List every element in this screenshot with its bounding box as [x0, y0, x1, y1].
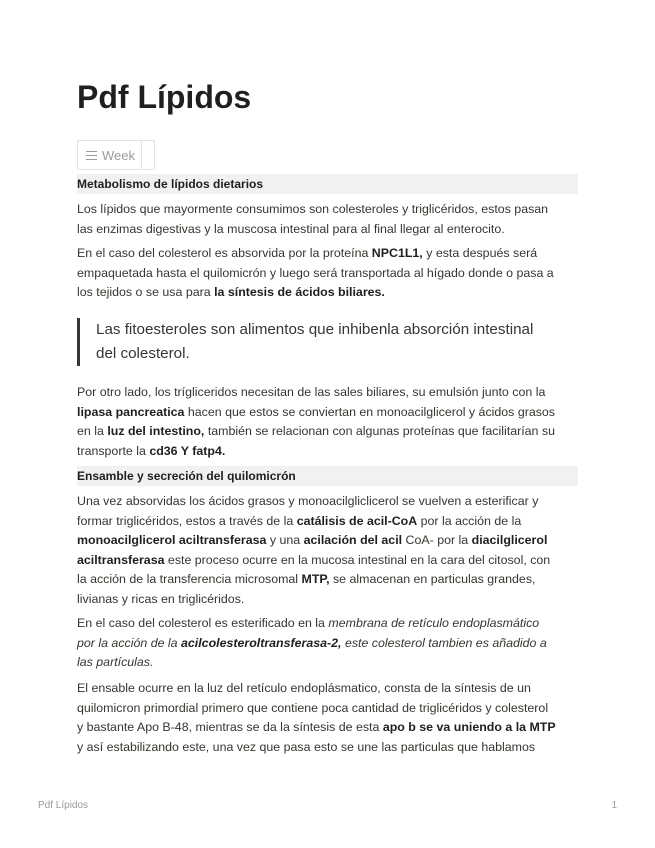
section-metabolismo [77, 174, 578, 194]
footer-page-number: 1 [611, 800, 617, 811]
bold-lipasa: lipasa pancreatica [77, 404, 185, 419]
list-icon [86, 151, 97, 160]
bold-npc1l1: NPC1L1, [371, 246, 423, 260]
text-line: aciltransferasa este proceso ocurre en la mucosa intestinal en la cara del citosol, con [77, 552, 551, 567]
italic-membrana: membrana de retículo endoplasmático [328, 616, 540, 630]
text-line: las partículas. [77, 655, 154, 669]
text-line: la acción de la transferencia microsomal MTP, se almacenan en particulas grandes, [77, 572, 536, 586]
property-divider [141, 141, 142, 169]
heading-metabolismo: Metabolismo de lípidos dietarios [77, 174, 578, 194]
text-line: formar triglicéridos, estos a través de la catálisis de acil-CoA por la acción de la [77, 513, 522, 528]
text-line: en la luz del intestino, también se relacionan con algunas proteínas que facilitarían su [77, 424, 555, 438]
text-line: y bastante Apo B-48, mientras se da la síntesis de esta apo b se va uniendo a la MTP [77, 720, 556, 734]
footer-doc-title: Pdf Lípidos [38, 800, 89, 811]
text-line: transporte la cd36 Y fatp4. [77, 443, 226, 458]
quote-line: Las fitoesteroles son alimentos que inhibenla absorción intestinal [96, 321, 534, 338]
text-line: empaquetada hasta el quilomicrón y luego será transportada al hígado donde o pasa a [77, 265, 554, 280]
text-line: monoacilglicerol aciltransferasa y una acilación del acil CoA- por la diacilglicerol [77, 533, 548, 547]
text-line: lipasa pancreatica hacen que estos se conviertan en monoacilglicerol y ácidos grasos [77, 404, 556, 419]
bold-acilacion: acilación del acil [303, 533, 403, 547]
paragraph-ensable [77, 679, 578, 757]
text-line: Los lípidos que mayormente consumimos son colesteroles y triglicéridos, estos pasan [77, 202, 549, 216]
text-line: En el caso del colesterol es esterificado en la membrana de retículo endoplasmático [77, 616, 540, 630]
paragraph-trigliceridos [77, 383, 578, 461]
bold-luz: luz del intestino, [107, 424, 205, 438]
text-line: quilomicron primordial primero que contiene poca cantidad de triglicéridos y colesterol [77, 700, 549, 715]
text-line: Una vez absorvidas los ácidos grasos y monoacilgliclicerol se vuelven a esterificar y [77, 494, 539, 508]
week-property-label: Week [102, 147, 135, 163]
text-line: Por otro lado, los trígliceridos necesitan de las sales biliares, su emulsión junto con la [77, 385, 546, 399]
bold-mtp: MTP, [301, 572, 330, 586]
bold-cd36: cd36 Y fatp4. [149, 443, 226, 458]
section-ensamble [77, 466, 578, 486]
page-title: Pdf Lípidos [77, 79, 252, 115]
paragraph-esterificado [77, 614, 578, 673]
week-property[interactable] [77, 140, 155, 170]
text-line: y así estabilizando este, una vez que pasa esto se une las particulas que hablamos [77, 739, 536, 754]
paragraph-colesterol [77, 244, 578, 303]
paragraph-lipidos [77, 200, 578, 239]
bold-aciltransferasa: aciltransferasa [77, 552, 165, 567]
text-line: las enzimas digestivas y la muscosa intestinal para al final llegar al enterocito. [77, 221, 505, 236]
quote-line: del colesterol. [96, 345, 190, 362]
bold-apob: apo b se va uniendo a la MTP [382, 720, 556, 734]
heading-ensamble: Ensamble y secreción del quilomicrón [77, 466, 578, 486]
bold-catalisis: catálisis de acil-CoA [296, 513, 418, 528]
text-line: livianas y ricas en triglicéridos. [77, 591, 245, 606]
callout-quote [77, 318, 578, 366]
bold-monoacil: monoacilglicerol aciltransferasa [77, 533, 267, 547]
text-line: por la acción de la acilcolesteroltransferasa-2, este colesterol tambien es añadido a [77, 635, 547, 650]
bold-diacil: diacilglicerol [471, 533, 548, 547]
text-line: En el caso del colesterol es absorvida por la proteína NPC1L1, y esta después será [77, 246, 538, 260]
bold-sintesis: la síntesis de ácidos biliares. [214, 285, 385, 299]
bold-acilcolesterol: acilcolesteroltransferasa-2, [181, 635, 342, 650]
text-line: El ensable ocurre en la luz del retículo endoplásmatico, consta de la síntesis de un [77, 681, 531, 695]
paragraph-absorvidas [77, 492, 578, 609]
text-line: los tejidos o se usa para la síntesis de ácidos biliares. [77, 285, 385, 299]
